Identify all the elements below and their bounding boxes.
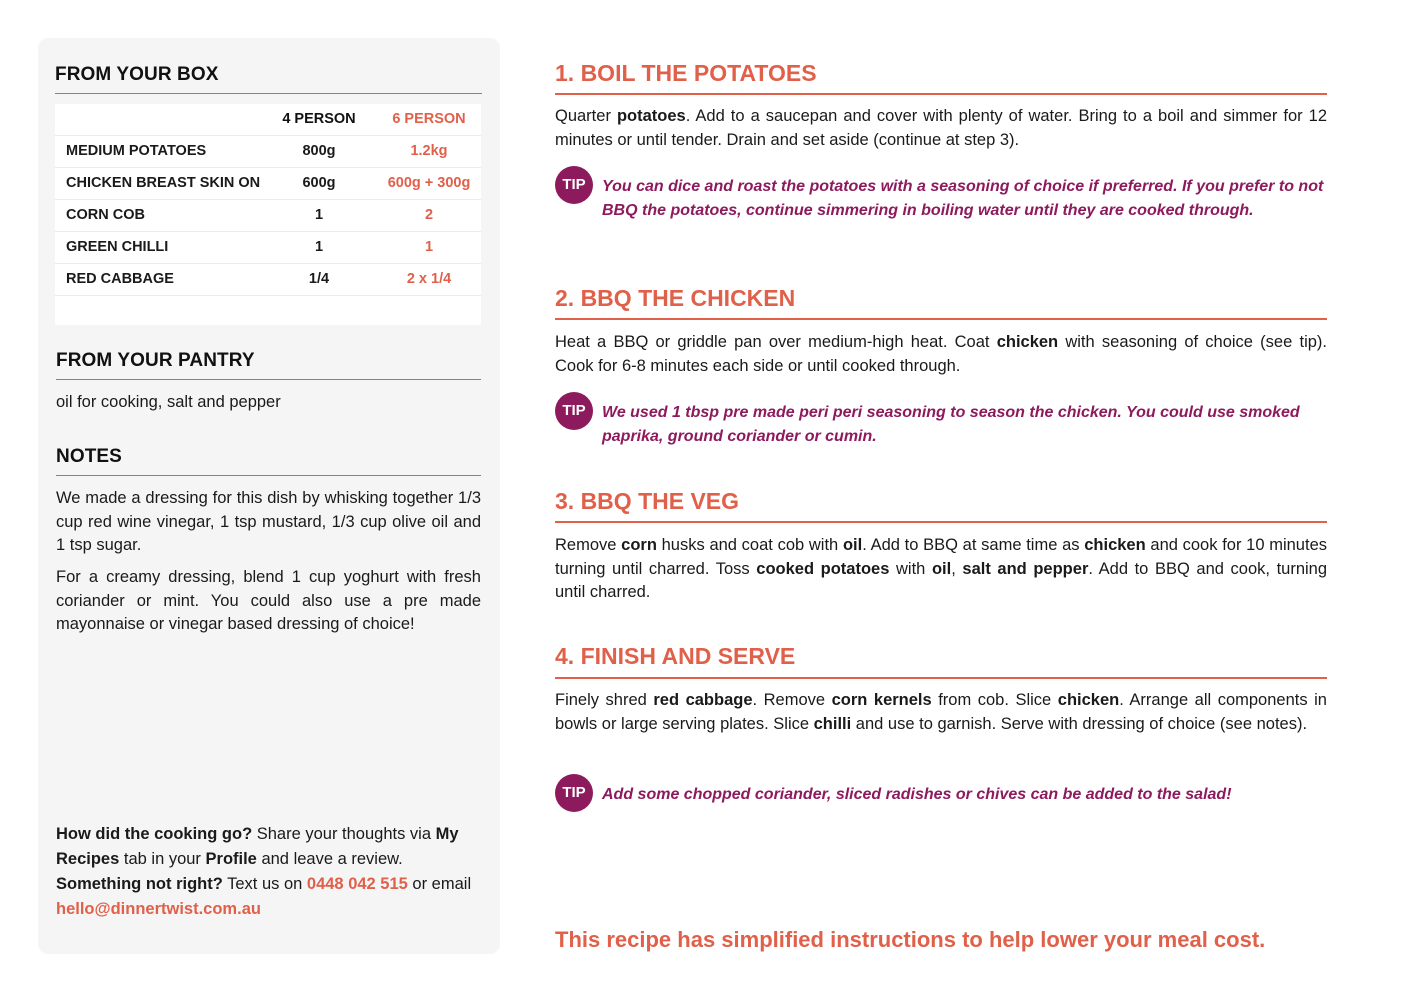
footer-note: This recipe has simplified instructions to help lower your meal cost. [555, 927, 1266, 952]
notes-title: NOTES [56, 446, 122, 467]
step-1-text: Quarter potatoes. Add to a saucepan and cover with plenty of water. Bring to a boil and simmer for 12 minutes or until tender. Drain and set aside (continue at step 3). [555, 107, 1327, 149]
divider [56, 379, 481, 380]
my-recipes-link[interactable]: My Recipes [56, 825, 459, 868]
step-3-title: 3. BBQ THE VEG [555, 488, 740, 514]
phone-link[interactable]: 0448 042 515 [306, 875, 408, 893]
ingredient-name: MEDIUM POTATOES [66, 143, 207, 159]
from-your-box-title: FROM YOUR BOX [55, 64, 219, 85]
table-row [55, 232, 481, 264]
tip-badge: TIP [555, 392, 593, 430]
table-row [55, 168, 481, 200]
table-header-row [55, 104, 481, 136]
ingredient-name: RED CABBAGE [66, 271, 174, 287]
notes-paragraph: We made a dressing for this dish by whisking together 1/3 cup red wine vinegar, 1 tsp mustard, 1/3 cup olive oil and 1 tsp sugar. [56, 489, 481, 554]
pantry-title: FROM YOUR PANTRY [56, 350, 255, 371]
step-2-title: 2. BBQ THE CHICKEN [555, 285, 796, 311]
step-3-text: Remove corn husks and coat cob with oil. Add to BBQ at same time as chicken and cook for 10 minutes turning until charred. Toss cooked potatoes with oil, salt and pepper. Add to BBQ and cook, turning until charred. [555, 536, 1328, 601]
notes-paragraph: For a creamy dressing, blend 1 cup yoghurt with fresh coriander or mint. You could also use a pre made mayonnaise or vinegar based dressing of choice! [56, 568, 481, 633]
email-link[interactable]: hello@dinnertwist.com.au [56, 900, 261, 918]
feedback-block: How did the cooking go? Share your thoughts via My Recipes tab in your Profile and leave a review. Something not right? Text us on 0448 042 515 or email hello@dinnertwist.com.au [56, 825, 472, 918]
divider [555, 521, 1327, 523]
qty-4: 600g [302, 175, 336, 191]
divider [555, 318, 1327, 320]
divider [56, 475, 481, 476]
qty-6: 1 [424, 239, 434, 255]
feedback-question: How did the cooking go? [56, 825, 253, 843]
divider [555, 677, 1327, 679]
step-2-text: Heat a BBQ or griddle pan over medium-high heat. Coat chicken with seasoning of choice (see tip). Cook for 6-8 minutes each side or until cooked through. [555, 333, 1327, 375]
qty-6: 1.2kg [410, 143, 448, 159]
col-4-person: 4 PERSON [282, 111, 356, 127]
step-1-tip: You can dice and roast the potatoes with a seasoning of choice if preferred. If you prefer to not BBQ the potatoes, continue simmering in boiling water until they are cooked through. [602, 178, 1324, 219]
qty-6: 600g + 300g [387, 175, 471, 191]
step-2-tip: We used 1 tbsp pre made peri peri seasoning to season the chicken. You could use smoked paprika, ground coriander or cumin. [602, 404, 1300, 445]
profile-link[interactable]: Profile [205, 850, 257, 868]
ingredient-name: CORN COB [66, 207, 145, 223]
qty-4: 1 [314, 239, 324, 255]
qty-6: 2 x 1/4 [406, 271, 452, 287]
step-4-tip: Add some chopped coriander, sliced radishes or chives can be added to the salad! [602, 786, 1232, 803]
step-4-title: 4. FINISH AND SERVE [555, 643, 796, 669]
step-1-title: 1. BOIL THE POTATOES [555, 60, 817, 86]
ingredients-table [55, 104, 481, 325]
qty-6: 2 [424, 207, 434, 223]
step-4-text: Finely shred red cabbage. Remove corn kernels from cob. Slice chicken. Arrange all components in bowls or large serving plates. Slice chilli and use to garnish. Serve with dressing of choice (see notes). [555, 691, 1327, 733]
ingredients-panel [38, 38, 500, 954]
support-question: Something not right? [56, 875, 223, 893]
divider [55, 93, 482, 94]
col-6-person: 6 PERSON [392, 111, 466, 127]
table-row [55, 136, 481, 168]
table-row [55, 264, 481, 296]
tip-badge: TIP [555, 774, 593, 812]
qty-4: 800g [302, 143, 336, 159]
divider [555, 93, 1327, 95]
qty-4: 1/4 [308, 271, 330, 287]
ingredient-name: GREEN CHILLI [66, 239, 169, 255]
table-row [55, 200, 481, 232]
tip-badge: TIP [555, 166, 593, 204]
qty-4: 1 [314, 207, 324, 223]
ingredient-name: CHICKEN BREAST SKIN ON [66, 175, 261, 191]
pantry-text: oil for cooking, salt and pepper [56, 393, 281, 411]
